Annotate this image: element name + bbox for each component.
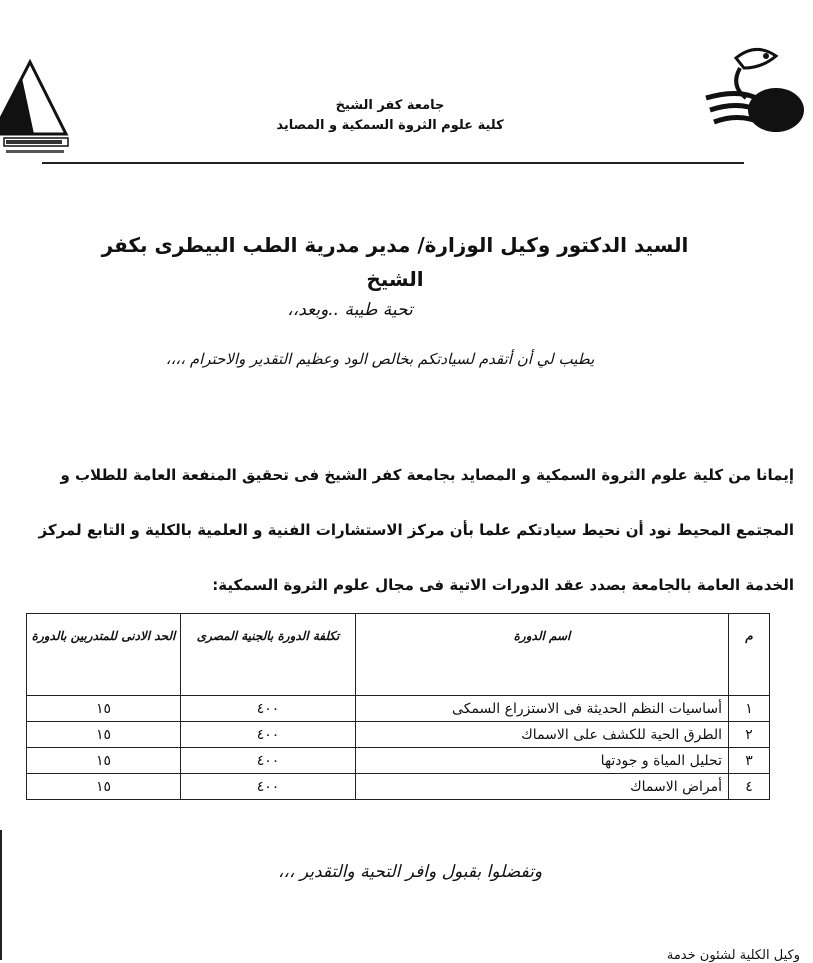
row-min-trainees: ١٥ (27, 774, 181, 800)
row-course-cost: ٤٠٠ (181, 722, 356, 748)
courses-table (26, 613, 770, 800)
closing-line: وتفضلوا بقبول وافر التحية والتقدير ،،، (277, 862, 543, 882)
letter-body (14, 448, 794, 613)
row-min-trainees: ١٥ (27, 696, 181, 722)
university-logo (0, 50, 72, 160)
row-course-name: الطرق الحية للكشف على الاسماك (356, 722, 729, 748)
university-name: جامعة كفر الشيخ (335, 98, 445, 113)
row-num: ٤ (729, 774, 770, 800)
signature-line: وكيل الكلية لشئون خدمة (666, 948, 800, 963)
addressee: السيد الدكتور وكيل الوزارة/ مدير مدرية الطب البيطرى بكفر الشيخ (101, 233, 689, 291)
row-num: ٣ (729, 748, 770, 774)
page-edge-line (0, 830, 2, 960)
faculty-logo (700, 38, 808, 140)
row-num: ٢ (729, 722, 770, 748)
row-course-name: تحليل المياة و جودتها (356, 748, 729, 774)
body-paragraph-line: الخدمة العامة بالجامعة بصدد عقد الدورات الاتية فى مجال علوم الثروة السمكية: (212, 576, 794, 594)
row-course-cost: ٤٠٠ (181, 696, 356, 722)
row-course-cost: ٤٠٠ (181, 774, 356, 800)
row-min-trainees: ١٥ (27, 748, 181, 774)
header-min-trainees: الحد الادنى للمتدربين بالدورة (27, 614, 181, 696)
row-course-name: أمراض الاسماك (356, 774, 729, 800)
table-row (27, 748, 770, 774)
row-course-cost: ٤٠٠ (181, 748, 356, 774)
row-min-trainees: ١٥ (27, 722, 181, 748)
salutation: يطيب لي أن أتقدم لسيادتكم بخالص الود وعظيم التقدير والاحترام ،،،، (165, 350, 595, 368)
table-row (27, 696, 770, 722)
header-divider (42, 162, 744, 164)
header-course-cost: تكلفة الدورة بالجنية المصرى (181, 614, 356, 696)
greeting: تحية طيبة ..وبعد،، (287, 300, 413, 320)
row-num: ١ (729, 696, 770, 722)
letterhead (240, 96, 540, 136)
table-row (27, 722, 770, 748)
table-header-row (27, 614, 770, 696)
body-paragraph-line: إيمانا من كلية علوم الثروة السمكية و المصايد بجامعة كفر الشيخ فى تحقيق المنفعة العامة للطلاب و (60, 466, 794, 484)
header-course-name: اسم الدورة (356, 614, 729, 696)
table-row (27, 774, 770, 800)
faculty-name: كلية علوم الثروة السمكية و المصايد (276, 118, 504, 133)
header-num: م (729, 614, 770, 696)
body-paragraph-line: المجتمع المحيط نود أن نحيط سيادتكم علما بأن مركز الاستشارات الفنية و العلمية بالكلية و التابع لمركز (38, 521, 794, 539)
row-course-name: أساسيات النظم الحديثة فى الاستزراع السمكى (356, 696, 729, 722)
